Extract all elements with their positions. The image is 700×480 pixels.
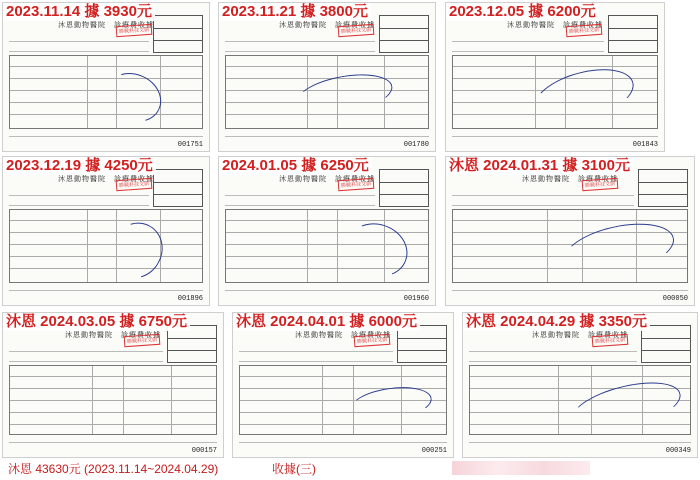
receipt-meta-line	[225, 33, 375, 42]
receipt-meta-line	[9, 43, 149, 52]
receipt-stamp: 勝戰科技文創	[337, 178, 374, 191]
receipt-clinic-title: 沐恩動物醫院 診療費收據	[279, 21, 375, 29]
summary-caption: 沐恩 43630元 (2023.11.14~2024.04.29)	[8, 462, 219, 476]
receipt-8	[232, 312, 454, 458]
receipt-info-box	[608, 15, 658, 53]
receipt-meta-line	[225, 197, 375, 206]
receipt-table	[9, 209, 203, 283]
receipt-header: 沐恩 2024.01.31 據 3100元	[446, 157, 633, 175]
receipt-meta-line	[452, 43, 604, 52]
receipt-clinic-title: 沐恩動物醫院 診療費收據	[65, 331, 161, 339]
receipt-footer	[452, 136, 658, 147]
receipt-6	[445, 156, 695, 306]
receipt-table	[225, 209, 429, 283]
receipt-info-box	[379, 15, 429, 53]
receipt-header: 2023.12.05 據 6200元	[446, 3, 599, 21]
receipt-clinic-title: 沐恩動物醫院 診療費收據	[279, 175, 375, 183]
receipt-7	[2, 312, 224, 458]
receipt-stamp: 勝戰科技文創	[582, 178, 619, 191]
receipt-meta-line	[225, 43, 375, 52]
receipt-table	[452, 55, 658, 129]
receipt-footer	[469, 442, 691, 453]
receipt-serial: 001896	[177, 295, 203, 303]
receipt-meta-line	[225, 187, 375, 196]
receipt-4	[2, 156, 210, 306]
receipt-footer	[9, 290, 203, 301]
receipt-info-box	[153, 15, 203, 53]
receipt-meta-line	[239, 353, 393, 362]
receipt-serial: 001780	[403, 141, 429, 149]
receipt-2	[218, 2, 436, 152]
receipt-info-box	[153, 169, 203, 207]
receipt-meta-line	[452, 197, 634, 206]
receipt-footer	[9, 442, 217, 453]
receipt-serial: 000157	[191, 447, 217, 455]
receipt-meta-line	[9, 343, 163, 352]
receipt-header: 2023.12.19 據 4250元	[3, 157, 156, 175]
receipt-stamp: 勝戰科技文創	[354, 334, 391, 347]
receipt-meta-line	[9, 187, 149, 196]
receipt-meta-line	[452, 187, 634, 196]
receipt-clinic-title: 沐恩動物醫院 診療費收據	[295, 331, 391, 339]
receipt-table	[9, 55, 203, 129]
receipt-serial: 000349	[665, 447, 691, 455]
receipt-info-box	[638, 169, 688, 207]
receipt-stamp: 勝戰科技文創	[566, 24, 603, 37]
receipt-meta-line	[239, 343, 393, 352]
receipt-meta-line	[9, 197, 149, 206]
receipt-meta-line	[9, 353, 163, 362]
receipt-footer	[9, 136, 203, 147]
receipt-serial: 000050	[662, 295, 688, 303]
receipt-table	[469, 365, 691, 435]
receipt-serial: 001960	[403, 295, 429, 303]
receipt-clinic-title: 沐恩動物醫院 診療費收據	[507, 21, 603, 29]
receipt-header: 沐恩 2024.03.05 據 6750元	[3, 313, 190, 331]
receipt-stamp: 勝戰科技文創	[124, 334, 161, 347]
receipt-header: 2023.11.21 據 3800元	[219, 3, 371, 21]
receipt-1	[2, 2, 210, 152]
receipt-stamp: 勝戰科技文創	[116, 24, 153, 37]
receipt-header: 沐恩 2024.04.01 據 6000元	[233, 313, 420, 331]
receipt-meta-line	[452, 33, 604, 42]
receipt-header: 2024.01.05 據 6250元	[219, 157, 372, 175]
receipt-9	[462, 312, 698, 458]
receipt-footer	[452, 290, 688, 301]
receipt-header: 沐恩 2024.04.29 據 3350元	[463, 313, 650, 331]
receipt-clinic-title: 沐恩動物醫院 診療費收據	[58, 21, 154, 29]
receipt-table	[452, 209, 688, 283]
receipt-info-box	[379, 169, 429, 207]
receipt-footer	[239, 442, 447, 453]
blurred-region	[452, 461, 590, 475]
receipt-5	[218, 156, 436, 306]
receipt-meta-line	[469, 343, 637, 352]
receipt-clinic-title: 沐恩動物醫院 診療費收據	[58, 175, 154, 183]
receipt-footer	[225, 290, 429, 301]
receipt-stamp: 勝戰科技文創	[591, 334, 628, 347]
receipt-stamp: 勝戰科技文創	[116, 178, 153, 191]
receipt-serial: 000251	[421, 447, 447, 455]
receipt-meta-line	[469, 353, 637, 362]
receipt-table	[225, 55, 429, 129]
receipt-3	[445, 2, 665, 152]
receipt-header: 2023.11.14 據 3930元	[3, 3, 155, 21]
receipt-serial: 001843	[632, 141, 658, 149]
receipt-stamp: 勝戰科技文創	[337, 24, 374, 37]
receipt-table	[9, 365, 217, 435]
receipt-clinic-title: 沐恩動物醫院 診療費收據	[522, 175, 618, 183]
receipt-footer	[225, 136, 429, 147]
receipt-clinic-title: 沐恩動物醫院 診療費收據	[532, 331, 628, 339]
receipt-set-label: 收據(三)	[272, 462, 316, 476]
receipt-meta-line	[9, 33, 149, 42]
receipt-serial: 001751	[177, 141, 203, 149]
receipt-table	[239, 365, 447, 435]
